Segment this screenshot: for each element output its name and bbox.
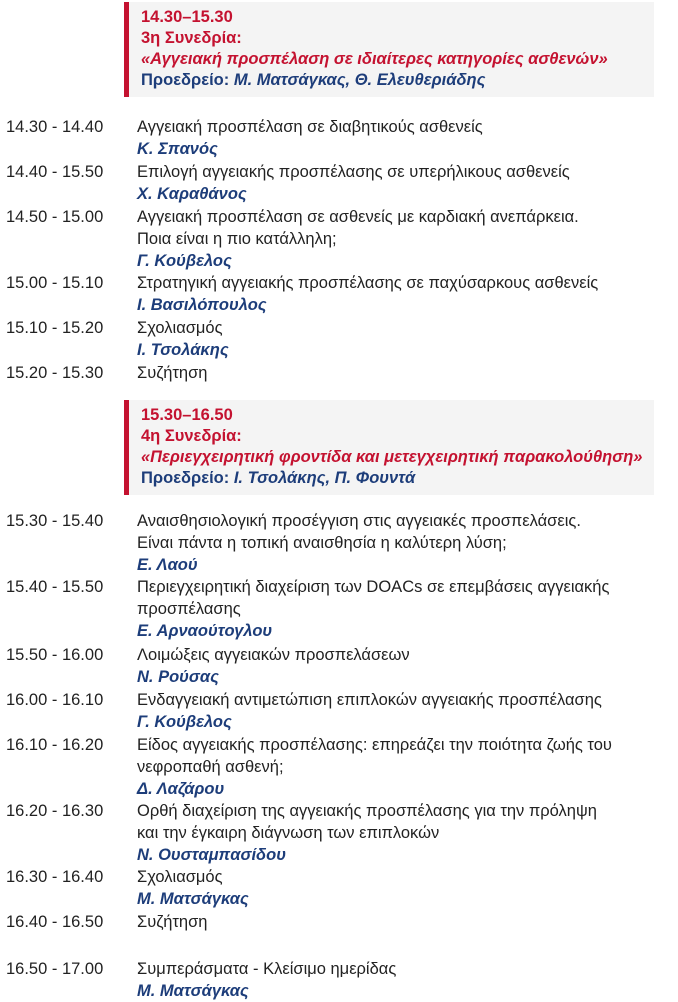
item-title-line: Αγγειακή προσπέλαση σε διαβητικούς ασθενείς [137,118,483,136]
item-title-line: Αγγειακή προσπέλαση σε ασθενείς με καρδιακή ανεπάρκεια. [137,208,579,226]
item-time: 16.30 - 16.40 [6,868,104,886]
item-speaker: Γ. Κούβελος [137,252,232,270]
session-header [124,2,654,97]
item-content [137,317,677,361]
item-speaker: Χ. Καραθάνος [137,185,247,203]
chair-label: Προεδρείο: [141,469,230,487]
item-content [137,362,677,384]
item-title-line: Περιεγχειρητική διαχείριση των DOACs σε επεμβάσεις αγγειακής [137,578,610,596]
item-time: 15.30 - 15.40 [6,512,104,530]
item-title-line: Επιλογή αγγειακής προσπέλασης σε υπερήλικους ασθενείς [137,163,570,181]
item-title-line: Συζήτηση [137,913,208,931]
item-time: 15.50 - 16.00 [6,646,104,664]
session-title: 4η Συνεδρία: [141,427,242,445]
item-title-line: Στρατηγική αγγειακής προσπέλασης σε παχύσαρκους ασθενείς [137,274,599,292]
item-title-line: Αναισθησιολογική προσέγγιση στις αγγειακές προσπελάσεις. [137,512,581,530]
item-content [137,116,677,160]
item-speaker: Κ. Σπανός [137,140,218,158]
item-title-line: Σχολιασμός [137,319,223,337]
item-time: 15.20 - 15.30 [6,364,104,382]
item-time: 15.40 - 15.50 [6,578,104,596]
session-topic: «Αγγειακή προσπέλαση σε ιδιαίτερες κατηγορίες ασθενών» [141,50,608,68]
item-content [137,161,677,205]
session-chair [141,70,654,91]
session-time: 14.30–15.30 [141,8,233,26]
item-time: 16.20 - 16.30 [6,802,104,820]
item-content [137,510,677,576]
item-speaker: Μ. Ματσάγκας [137,982,249,1000]
item-content [137,800,677,866]
item-speaker: Γ. Κούβελος [137,713,232,731]
session-header [124,400,654,495]
item-content [137,206,677,272]
item-title-line: Συμπεράσματα - Κλείσιμο ημερίδας [137,960,397,978]
item-content [137,272,677,316]
item-content [137,689,677,733]
item-speaker: Ε. Λαού [137,556,198,574]
item-time: 14.50 - 15.00 [6,208,104,226]
item-title-line: Σχολιασμός [137,868,223,886]
item-speaker: Ι. Τσολάκης [137,341,229,359]
item-speaker: Ν. Ουσταμπασίδου [137,846,286,864]
session-chair [141,468,654,489]
chair-names: Ι. Τσολάκης, Π. Φουντά [233,469,416,487]
item-content [137,911,677,933]
item-speaker: Μ. Ματσάγκας [137,890,249,908]
item-title-line: Ενδαγγειακή αντιμετώπιση επιπλοκών αγγειακής προσπέλασης [137,691,602,709]
item-speaker: Δ. Λαζάρου [137,780,225,798]
item-content [137,576,677,642]
item-time: 16.10 - 16.20 [6,736,104,754]
item-time: 14.30 - 14.40 [6,118,104,136]
item-title-line: Συζήτηση [137,364,208,382]
chair-label: Προεδρείο: [141,71,230,89]
item-title-line: και την έγκαιρη διάγνωση των επιπλοκών [137,824,440,842]
item-title-line: Ποια είναι η πιο κατάλληλη; [137,230,337,248]
item-title-line: Λοιμώξεις αγγειακών προσπελάσεων [137,646,410,664]
item-content [137,644,677,688]
item-time: 15.10 - 15.20 [6,319,104,337]
session-topic: «Περιεγχειρητική φροντίδα και μετεγχειρητική παρακολούθηση» [141,448,643,466]
session-time: 15.30–16.50 [141,406,233,424]
item-content [137,734,677,800]
chair-names: Μ. Ματσάγκας, Θ. Ελευθεριάδης [233,71,486,89]
item-time: 16.40 - 16.50 [6,913,104,931]
item-time: 15.00 - 15.10 [6,274,104,292]
item-content [137,866,677,910]
item-title-line: νεφροπαθή ασθενή; [137,758,284,776]
item-time: 16.50 - 17.00 [6,960,104,978]
item-time: 16.00 - 16.10 [6,691,104,709]
item-title-line: προσπέλασης [137,600,241,618]
item-title-line: Είναι πάντα η τοπική αναισθησία η καλύτερη λύση; [137,534,507,552]
item-title-line: Είδος αγγειακής προσπέλασης: επηρεάζει την ποιότητα ζωής του [137,736,612,754]
session-title: 3η Συνεδρία: [141,29,242,47]
item-title-line: Ορθή διαχείριση της αγγειακής προσπέλασης για την πρόληψη [137,802,597,820]
item-speaker: Ε. Αρναούτογλου [137,622,273,640]
item-speaker: Ι. Βασιλόπουλος [137,296,267,314]
item-time: 14.40 - 15.50 [6,163,104,181]
item-speaker: Ν. Ρούσας [137,668,219,686]
item-content [137,958,677,1002]
